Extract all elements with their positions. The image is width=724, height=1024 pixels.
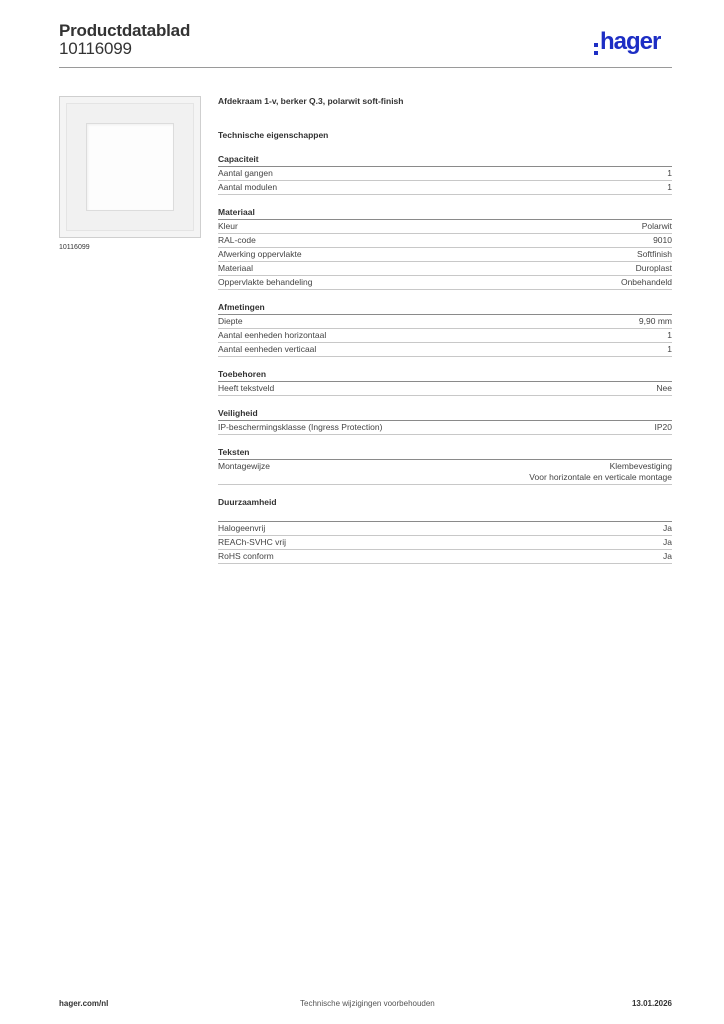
section-title: Veiligheid: [218, 408, 672, 421]
spec-value: [529, 461, 672, 483]
page-title: Productdatablad: [59, 21, 191, 40]
spec-row: [218, 343, 672, 357]
spec-label: Kleur: [218, 221, 238, 231]
frame-opening: [86, 123, 174, 211]
spec-label: RAL-code: [218, 235, 256, 245]
product-description: Afdekraam 1-v, berker Q.3, polarwit soft-finish: [218, 96, 404, 106]
spec-row: [218, 382, 672, 396]
section-veiligheid: [218, 408, 672, 435]
spec-label: Diepte: [218, 316, 243, 326]
product-number: 10116099: [59, 39, 132, 58]
spec-value-line: Klembevestiging: [609, 461, 672, 471]
header-divider: [59, 67, 672, 68]
spec-row: [218, 521, 672, 536]
image-caption: 10116099: [59, 244, 90, 251]
spec-row: [218, 276, 672, 290]
spec-value: 1: [667, 182, 672, 192]
spec-label: Aantal gangen: [218, 168, 273, 178]
spec-label: Materiaal: [218, 263, 253, 273]
spec-row: [218, 315, 672, 329]
tech-heading: Technische eigenschappen: [218, 130, 329, 140]
section-materiaal: [218, 207, 672, 290]
spec-row: [218, 220, 672, 234]
spec-label: Afwerking oppervlakte: [218, 249, 302, 259]
section-toebehoren: [218, 369, 672, 396]
spec-label: Heeft tekstveld: [218, 383, 275, 393]
logo-text: hager: [600, 28, 661, 55]
section-afmetingen: [218, 302, 672, 357]
spec-row: [218, 167, 672, 181]
section-title: Capaciteit: [218, 154, 672, 167]
spec-row: [218, 248, 672, 262]
spec-row: [218, 550, 672, 564]
spec-value: 9,90 mm: [638, 316, 672, 326]
hager-logo: [594, 28, 660, 57]
spec-row: [218, 181, 672, 195]
spec-row: [218, 460, 672, 485]
spec-value: Onbehandeld: [620, 277, 672, 287]
section-title: Duurzaamheid: [218, 497, 277, 507]
section-capaciteit: [218, 154, 672, 195]
spec-label: Aantal eenheden horizontaal: [218, 330, 327, 340]
spec-label: Montagewijze: [218, 461, 270, 471]
section-duurzaamheid: [218, 497, 672, 564]
spec-value: Ja: [663, 551, 672, 561]
section-title: Toebehoren: [218, 369, 672, 382]
spec-label: Halogeenvrij: [218, 523, 266, 533]
spec-value: 1: [667, 330, 672, 340]
section-title: Teksten: [218, 447, 672, 460]
footer-date: 13.01.2026: [631, 999, 672, 1008]
spec-value: Softfinish: [637, 249, 672, 259]
logo-dots-icon: [594, 43, 598, 55]
footer-website[interactable]: hager.com/nl: [59, 999, 109, 1008]
spec-value: 1: [667, 168, 672, 178]
spec-label: REACh-SVHC vrij: [218, 537, 287, 547]
footer-disclaimer: Technische wijzigingen voorbehouden: [300, 999, 435, 1008]
spec-label: Aantal eenheden verticaal: [218, 344, 317, 354]
spec-row: [218, 329, 672, 343]
spec-value: Nee: [656, 383, 672, 393]
spec-value: IP20: [654, 422, 672, 432]
frame-outer: [66, 103, 194, 231]
spec-label: Oppervlakte behandeling: [218, 277, 313, 287]
spec-value: Ja: [663, 537, 672, 547]
spec-value: Duroplast: [635, 263, 672, 273]
product-specs: [218, 96, 672, 564]
section-title: Afmetingen: [218, 302, 672, 315]
spec-value: Ja: [663, 523, 672, 533]
spec-row: [218, 421, 672, 435]
spec-value-line: Voor horizontale en verticale montage: [529, 472, 672, 482]
spec-row: [218, 234, 672, 248]
section-title: Materiaal: [218, 207, 672, 220]
spec-value: 9010: [653, 235, 672, 245]
spec-label: Aantal modulen: [218, 182, 278, 192]
spec-label: IP-beschermingsklasse (Ingress Protection): [218, 422, 383, 432]
spec-row: [218, 536, 672, 550]
spec-label: RoHS conform: [218, 551, 274, 561]
spec-value: 1: [667, 344, 672, 354]
spec-row: [218, 262, 672, 276]
section-teksten: [218, 447, 672, 485]
spec-value: Polarwit: [641, 221, 672, 231]
cover-frame-image: [59, 96, 201, 238]
